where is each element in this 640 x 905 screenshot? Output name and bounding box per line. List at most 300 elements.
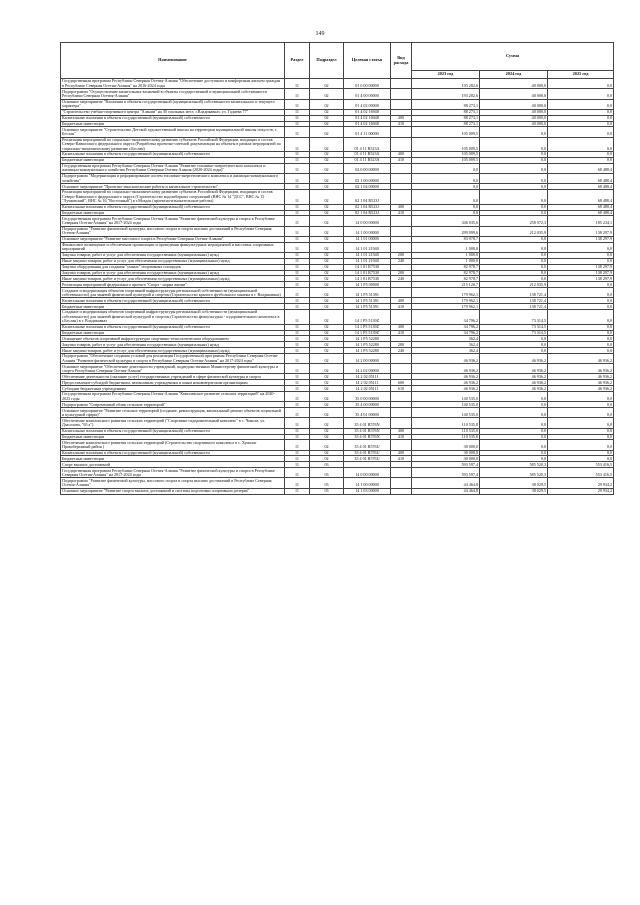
cell-name: Бюджетные инвестиции bbox=[61, 330, 285, 336]
cell-name: Подпрограмма "Модернизация и реформирование систем топливно-энергетического комплекса и жилищно-коммунального хозяйства" bbox=[61, 174, 285, 184]
cell-a: 88 273,1 bbox=[412, 115, 480, 121]
table-row bbox=[61, 468, 614, 478]
cell-vr bbox=[391, 310, 412, 324]
cell-b: 73 314,5 bbox=[480, 324, 548, 330]
cell-name: Закупка оборудования для создания "умных" спортивных площадок bbox=[61, 264, 285, 270]
cell-c: 0,0 bbox=[548, 324, 614, 330]
cell-c: 68 488,4 bbox=[548, 204, 614, 210]
table-row bbox=[61, 174, 614, 184]
cell-vr bbox=[391, 354, 412, 364]
cell-name: Капитальные вложения в объекты государственной (муниципальной) собственности bbox=[61, 298, 285, 304]
cell-name: Бюджетные инвестиции bbox=[61, 210, 285, 216]
cell-b: 0,0 bbox=[480, 127, 548, 137]
cell-p: 02 bbox=[310, 258, 344, 264]
cell-a: 34 796,2 bbox=[412, 324, 480, 330]
cell-b: 0,0 bbox=[480, 157, 548, 163]
cell-r: 11 bbox=[285, 386, 310, 392]
cell-p: 02 bbox=[310, 204, 344, 210]
cell-c: 553 416,5 bbox=[548, 462, 614, 468]
cell-name: Подпрограмма "Развитие физической культуры, массового спорта и спорта высших достижений в Республике Северная Осетия-Алания" bbox=[61, 226, 285, 236]
cell-name: Создание и модернизация объектов спортивной инфраструктуры региональной собственности (муниципальной собственности) для занятий физической культурой и спортом (Строительство крытого футбольного манежа в г. Владикавказ) bbox=[61, 288, 285, 298]
cell-cs: 14 1 00 00000 bbox=[344, 226, 391, 236]
table-row bbox=[61, 392, 614, 402]
cell-b: 212 035,9 bbox=[480, 226, 548, 236]
cell-r: 11 bbox=[285, 374, 310, 380]
cell-cs: 02 1 04 R523J bbox=[344, 190, 391, 204]
cell-vr bbox=[391, 478, 412, 488]
cell-c: 68 488,4 bbox=[548, 174, 614, 184]
cell-b: 0,0 bbox=[480, 418, 548, 428]
cell-vr: 410 bbox=[391, 121, 412, 127]
cell-p: 02 bbox=[310, 99, 344, 109]
cell-name: Закупка товаров, работ и услуг для обеспечения государственных (муниципальных) нужд bbox=[61, 342, 285, 348]
cell-c: 0,0 bbox=[548, 348, 614, 354]
cell-a: 46 936,2 bbox=[412, 354, 480, 364]
cell-r: 11 bbox=[285, 450, 310, 456]
cell-r: 11 bbox=[285, 478, 310, 488]
cell-a: 46 936,2 bbox=[412, 364, 480, 374]
table-row bbox=[61, 478, 614, 488]
cell-b: 0,0 bbox=[480, 264, 548, 270]
cell-c: 0,0 bbox=[548, 137, 614, 151]
cell-c: 46 936,2 bbox=[548, 380, 614, 386]
cell-cs: 02 1 04 R523J bbox=[344, 210, 391, 216]
cell-a: 140 535,0 bbox=[412, 392, 480, 402]
cell-name: Субсидии бюджетным учреждениям bbox=[61, 386, 285, 392]
cell-r: 11 bbox=[285, 408, 310, 418]
cell-a: 110 535,0 bbox=[412, 428, 480, 434]
cell-r: 11 bbox=[285, 468, 310, 478]
cell-c: 138 297,9 bbox=[548, 264, 614, 270]
cell-vr bbox=[391, 216, 412, 226]
cell-cs: 02 1 00 00000 bbox=[344, 174, 391, 184]
cell-c: 46 936,2 bbox=[548, 364, 614, 374]
cell-cs: 35 4 01 R576U bbox=[344, 450, 391, 456]
cell-b: 0,0 bbox=[480, 440, 548, 450]
cell-a: 0,0 bbox=[412, 174, 480, 184]
cell-r: 11 bbox=[285, 434, 310, 440]
cell-r: 11 bbox=[285, 137, 310, 151]
cell-b: 138 721,4 bbox=[480, 288, 548, 298]
cell-a: 30 000,0 bbox=[412, 450, 480, 456]
cell-c: 0,0 bbox=[548, 99, 614, 109]
cell-name: Оснащение объектов спортивной инфраструктуры спортивно-технологическим оборудованием bbox=[61, 336, 285, 342]
cell-a: 215 120,7 bbox=[412, 282, 480, 288]
cell-c: 138 297,9 bbox=[548, 236, 614, 242]
cell-b: 258 972,3 bbox=[480, 216, 548, 226]
cell-name: Основное мероприятие "Строительство Детской художественной школы на территории муниципальной школы искусств, г. Беслан" bbox=[61, 127, 285, 137]
cell-name: "Строительство учебно-спортивного центра "Алании" на 30 спальных мест, г.Владикавказ, ул. Гадиева 77" bbox=[61, 109, 285, 115]
cell-c: 0,0 bbox=[548, 434, 614, 440]
cell-vr bbox=[391, 127, 412, 137]
cell-cs: 35 4 01 R576U bbox=[344, 456, 391, 462]
cell-a: 88 273,1 bbox=[412, 109, 480, 115]
cell-name: Иные закупки товаров, работ и услуг для обеспечения государственных (муниципальных) нужд bbox=[61, 276, 285, 282]
cell-c: 0,0 bbox=[548, 392, 614, 402]
cell-c: 138 297,9 bbox=[548, 276, 614, 282]
cell-name: Основное мероприятие "Вложения в объекты государственной (муниципальной) собственности капитального и текущего характера" bbox=[61, 99, 285, 109]
cell-cs: 35 4 01 R576N bbox=[344, 434, 391, 440]
cell-c: 46 936,2 bbox=[548, 386, 614, 392]
cell-cs: 14 1 P5 52280 bbox=[344, 348, 391, 354]
cell-b: 0,0 bbox=[480, 236, 548, 242]
cell-a: 299 099,6 bbox=[412, 226, 480, 236]
cell-vr: 200 bbox=[391, 270, 412, 276]
cell-b: 40 000,0 bbox=[480, 109, 548, 115]
cell-cs: 35 4 01 R576N bbox=[344, 418, 391, 428]
cell-b: 40 000,0 bbox=[480, 115, 548, 121]
cell-a: 1 000,0 bbox=[412, 258, 480, 264]
cell-cs: 14 1 03 00000 bbox=[344, 488, 391, 494]
cell-name: Финансовое возмещение и обеспечение организации и проведения физкультурных мероприятий и массовых спортивных мероприятий bbox=[61, 242, 285, 252]
cell-b: 0,0 bbox=[480, 450, 548, 456]
cell-a: 34 796,2 bbox=[412, 310, 480, 324]
cell-a: 362,4 bbox=[412, 348, 480, 354]
cell-cs: 14 0 00 00000 bbox=[344, 468, 391, 478]
cell-name: Спорт высших достижений bbox=[61, 462, 285, 468]
cell-c: 0,0 bbox=[548, 79, 614, 89]
cell-a: 1 000,0 bbox=[412, 242, 480, 252]
cell-c: 29 934,2 bbox=[548, 488, 614, 494]
cell-cs: 14 1 P5 51391 bbox=[344, 304, 391, 310]
cell-a: 179 962,1 bbox=[412, 288, 480, 298]
cell-r: 11 bbox=[285, 264, 310, 270]
cell-c: 29 934,2 bbox=[548, 478, 614, 488]
cell-a: 30 000,0 bbox=[412, 440, 480, 450]
cell-p: 02 bbox=[310, 434, 344, 440]
cell-name: Основное мероприятие "Обеспечение деятельности учреждений, подведомственных Министерству физической культуры и спорта Республики Северная Осетия-Алания" bbox=[61, 364, 285, 374]
cell-name: Основное мероприятие "Развитие спорта высших достижений и системы подготовки спортивного резерва" bbox=[61, 488, 285, 494]
cell-a: 179 962,1 bbox=[412, 298, 480, 304]
cell-r: 11 bbox=[285, 324, 310, 330]
cell-a: 105 009,5 bbox=[412, 157, 480, 163]
cell-cs: 02 1 04 R523J bbox=[344, 204, 391, 210]
cell-vr bbox=[391, 137, 412, 151]
cell-r: 11 bbox=[285, 121, 310, 127]
cell-p: 02 bbox=[310, 184, 344, 190]
cell-vr: 240 bbox=[391, 276, 412, 282]
cell-c: 0,0 bbox=[548, 304, 614, 310]
cell-vr: 410 bbox=[391, 330, 412, 336]
cell-b: 0,0 bbox=[480, 456, 548, 462]
cell-a: 88 273,1 bbox=[412, 99, 480, 109]
cell-a: 105 009,5 bbox=[412, 137, 480, 151]
cell-p: 02 bbox=[310, 252, 344, 258]
cell-name: Бюджетные инвестиции bbox=[61, 434, 285, 440]
cell-r: 11 bbox=[285, 298, 310, 304]
cell-p: 02 bbox=[310, 324, 344, 330]
cell-vr: 400 bbox=[391, 324, 412, 330]
cell-c: 0,0 bbox=[548, 408, 614, 418]
table-row bbox=[61, 89, 614, 99]
cell-a: 105 009,5 bbox=[412, 127, 480, 137]
cell-b: 0,0 bbox=[480, 137, 548, 151]
cell-r: 11 bbox=[285, 226, 310, 236]
cell-r: 11 bbox=[285, 152, 310, 158]
cell-c: 46 936,2 bbox=[548, 354, 614, 364]
cell-a: 362,4 bbox=[412, 336, 480, 342]
cell-cs: 14 2 02 05111 bbox=[344, 374, 391, 380]
cell-p: 02 bbox=[310, 354, 344, 364]
cell-b: 46 936,2 bbox=[480, 374, 548, 380]
cell-cs: 01 4 11 00000 bbox=[344, 127, 391, 137]
cell-name: Подпрограмма "Развитие физической культуры, массового спорта и спорта высших достижений в Республике Северная Осетия-Алания" bbox=[61, 478, 285, 488]
cell-cs: 14 1 P5 52280 bbox=[344, 342, 391, 348]
cell-b: 0,0 bbox=[480, 242, 548, 252]
cell-b: 0,0 bbox=[480, 163, 548, 173]
cell-name: Обеспечение комплексного развития сельских территорий (Строительство спортивного комплекса в с. Хумалаг Правобережный район ) bbox=[61, 440, 285, 450]
cell-p: 02 bbox=[310, 276, 344, 282]
cell-cs: 14 1 P5 5139Z bbox=[344, 324, 391, 330]
cell-a: 193 282,6 bbox=[412, 89, 480, 99]
cell-r: 11 bbox=[285, 236, 310, 242]
cell-name: Подпрограмма "Обеспечение создания условий для реализации Государственной программы Республики Северная Осетия-Алания "Развитие физической культуры и спорта в Республике Северная Осетия-Алания" на 2017-2024 годы" bbox=[61, 354, 285, 364]
cell-b: 0,0 bbox=[480, 336, 548, 342]
cell-p: 02 bbox=[310, 428, 344, 434]
cell-cs: 01 4 00 00000 bbox=[344, 89, 391, 99]
cell-vr bbox=[391, 364, 412, 374]
cell-b: 0,0 bbox=[480, 342, 548, 348]
cell-vr: 400 bbox=[391, 450, 412, 456]
cell-name: Бюджетные инвестиции bbox=[61, 121, 285, 127]
cell-name: Реализация мероприятий по социально-экономическому развитию субъектов Российской Федерации, входящих в состав Северо-Кавказского федерального округа (Строительство водозаборных сооружений (ВНС № 14 "ДСС", ВНС № 15 "Лучковский", ВНС № 16 "Восточный") в г.Моздок (проектно-изыскательские работы) bbox=[61, 190, 285, 204]
cell-r: 11 bbox=[285, 402, 310, 408]
cell-name: Капитальные вложения в объекты государственной (муниципальной) собственности bbox=[61, 204, 285, 210]
cell-r: 11 bbox=[285, 348, 310, 354]
table-body bbox=[61, 79, 614, 494]
cell-vr bbox=[391, 226, 412, 236]
cell-r: 11 bbox=[285, 258, 310, 264]
header-2024: 2024 год bbox=[480, 70, 548, 79]
cell-vr: 410 bbox=[391, 157, 412, 163]
cell-r: 11 bbox=[285, 310, 310, 324]
cell-cs: 02 0 00 00000 bbox=[344, 163, 391, 173]
cell-p: 02 bbox=[310, 174, 344, 184]
table-row bbox=[61, 226, 614, 236]
budget-table bbox=[60, 42, 614, 495]
cell-name: Иные закупки товаров, работ и услуг для обеспечения государственных (муниципальных) нужд bbox=[61, 258, 285, 264]
cell-c: 0,0 bbox=[548, 121, 614, 127]
cell-p: 02 bbox=[310, 298, 344, 304]
cell-vr bbox=[391, 288, 412, 298]
cell-name: Капитальные вложения в объекты государственной (муниципальной) собственности bbox=[61, 324, 285, 330]
cell-a: 0,0 bbox=[412, 190, 480, 204]
cell-cs: 14 2 00 00000 bbox=[344, 354, 391, 364]
cell-a: 0,0 bbox=[412, 163, 480, 173]
cell-a: 193 282,6 bbox=[412, 79, 480, 89]
cell-b: 0,0 bbox=[480, 408, 548, 418]
cell-vr bbox=[391, 392, 412, 402]
cell-cs: 14 1 01 R7530 bbox=[344, 270, 391, 276]
cell-vr: 400 bbox=[391, 298, 412, 304]
cell-a: 46 936,2 bbox=[412, 380, 480, 386]
cell-r: 11 bbox=[285, 184, 310, 190]
cell-p: 02 bbox=[310, 380, 344, 386]
cell-c: 0,0 bbox=[548, 89, 614, 99]
cell-vr: 610 bbox=[391, 386, 412, 392]
cell-p: 02 bbox=[310, 304, 344, 310]
cell-a: 46 936,2 bbox=[412, 374, 480, 380]
cell-c: 0,0 bbox=[548, 152, 614, 158]
cell-b: 0,0 bbox=[480, 348, 548, 354]
header-target: Целевая статья bbox=[344, 43, 391, 79]
cell-name: Обеспечение комплексного развития сельских территорий ("Спортивно-оздоровительный комплекс" в с. Чикола, ул. Дзасохова, "65 а") bbox=[61, 418, 285, 428]
cell-p: 03 bbox=[310, 488, 344, 494]
cell-r: 11 bbox=[285, 115, 310, 121]
cell-a: 593 597,4 bbox=[412, 462, 480, 468]
cell-p: 02 bbox=[310, 392, 344, 402]
cell-b: 0,0 bbox=[480, 190, 548, 204]
cell-p: 02 bbox=[310, 79, 344, 89]
table-row bbox=[61, 310, 614, 324]
cell-r: 11 bbox=[285, 242, 310, 252]
cell-r: 11 bbox=[285, 99, 310, 109]
cell-p: 02 bbox=[310, 386, 344, 392]
cell-a: 110 535,0 bbox=[412, 418, 480, 428]
cell-cs: 14 1 P5 52280 bbox=[344, 336, 391, 342]
cell-a: 362,4 bbox=[412, 342, 480, 348]
cell-a: 0,0 bbox=[412, 184, 480, 190]
cell-c: 0,0 bbox=[548, 282, 614, 288]
table-row bbox=[61, 190, 614, 204]
cell-name: Государственная программа Республики Северная Осетия-Алания "Развитие физической культуры и спорта в Республике Северная Осетия-Алания" на 2017-2024 годы bbox=[61, 216, 285, 226]
cell-p: 02 bbox=[310, 216, 344, 226]
cell-p: 02 bbox=[310, 330, 344, 336]
cell-p: 02 bbox=[310, 374, 344, 380]
cell-a: 110 535,0 bbox=[412, 434, 480, 440]
table-row bbox=[61, 163, 614, 173]
cell-c: 0,0 bbox=[548, 456, 614, 462]
cell-p: 02 bbox=[310, 157, 344, 163]
cell-b: 0,0 bbox=[480, 210, 548, 216]
cell-vr bbox=[391, 89, 412, 99]
table-row bbox=[61, 242, 614, 252]
cell-c: 0,0 bbox=[548, 109, 614, 115]
cell-cs: 14 1 P5 5139Z bbox=[344, 330, 391, 336]
table-row bbox=[61, 364, 614, 374]
cell-c: 46 936,2 bbox=[548, 374, 614, 380]
cell-a: 83 978,7 bbox=[412, 236, 480, 242]
cell-c: 68 488,4 bbox=[548, 163, 614, 173]
cell-b: 138 721,4 bbox=[480, 304, 548, 310]
cell-r: 11 bbox=[285, 380, 310, 386]
cell-cs: 14 1 01 21940 bbox=[344, 258, 391, 264]
cell-p: 02 bbox=[310, 408, 344, 418]
cell-b: 40 000,0 bbox=[480, 121, 548, 127]
cell-r: 11 bbox=[285, 276, 310, 282]
cell-a: 88 273,1 bbox=[412, 121, 480, 127]
cell-r: 11 bbox=[285, 440, 310, 450]
cell-c: 0,0 bbox=[548, 115, 614, 121]
cell-b: 0,0 bbox=[480, 270, 548, 276]
cell-b: 46 936,2 bbox=[480, 380, 548, 386]
cell-vr: 400 bbox=[391, 152, 412, 158]
cell-c: 0,0 bbox=[548, 310, 614, 324]
cell-vr bbox=[391, 440, 412, 450]
cell-vr: 410 bbox=[391, 456, 412, 462]
header-2025: 2025 год bbox=[548, 70, 614, 79]
table-row bbox=[61, 488, 614, 494]
cell-r: 11 bbox=[285, 288, 310, 298]
cell-a: 105 009,5 bbox=[412, 152, 480, 158]
cell-name: Бюджетные инвестиции bbox=[61, 304, 285, 310]
cell-cs: 14 2 02 05111 bbox=[344, 386, 391, 392]
cell-vr bbox=[391, 79, 412, 89]
cell-cs: 35 4 01 R576U bbox=[344, 440, 391, 450]
cell-b: 138 721,4 bbox=[480, 298, 548, 304]
cell-cs: 14 1 01 00000 bbox=[344, 236, 391, 242]
cell-vr: 400 bbox=[391, 204, 412, 210]
cell-r: 11 bbox=[285, 204, 310, 210]
cell-name: Бюджетные инвестиции bbox=[61, 157, 285, 163]
cell-p: 02 bbox=[310, 152, 344, 158]
cell-cs: 35 0 00 00000 bbox=[344, 392, 391, 402]
cell-cs: 01 4 02 16948 bbox=[344, 109, 391, 115]
cell-b: 0,0 bbox=[480, 434, 548, 440]
cell-a: 30 000,0 bbox=[412, 456, 480, 462]
cell-a: 0,0 bbox=[412, 204, 480, 210]
cell-c: 0,0 bbox=[548, 342, 614, 348]
table-row bbox=[61, 408, 614, 418]
cell-r: 11 bbox=[285, 252, 310, 258]
cell-vr bbox=[391, 242, 412, 252]
cell-cs: 02 1 04 00000 bbox=[344, 184, 391, 190]
cell-cs: 01 4 11 R523A bbox=[344, 137, 391, 151]
cell-cs: 35 4 00 00000 bbox=[344, 402, 391, 408]
cell-a: 179 962,1 bbox=[412, 304, 480, 310]
cell-name: Создание и модернизация объектов спортивной инфраструктуры региональной собственности (муниципальной собственности) для занятий физической культурой и спортом (Строительство физкультурно - оздоровительного комплекса в г.Беслан) в г. Владикавказ bbox=[61, 310, 285, 324]
cell-cs: 35 4 01 R576N bbox=[344, 428, 391, 434]
cell-c: 0,0 bbox=[548, 242, 614, 252]
cell-p: 02 bbox=[310, 210, 344, 216]
cell-p: 02 bbox=[310, 242, 344, 252]
cell-b: 0,0 bbox=[480, 428, 548, 434]
cell-vr: 410 bbox=[391, 434, 412, 440]
cell-cs: 35 4 01 00000 bbox=[344, 408, 391, 418]
cell-name: Реализация мероприятий федерального проекта "Спорт - норма жизни" bbox=[61, 282, 285, 288]
cell-name: Предоставление субсидий бюджетным, автономным учреждениям и иным некоммерческим организациям bbox=[61, 380, 285, 386]
header-sum: Сумма bbox=[412, 43, 614, 71]
cell-c: 68 488,4 bbox=[548, 210, 614, 216]
cell-r: 11 bbox=[285, 304, 310, 310]
cell-p: 03 bbox=[310, 462, 344, 468]
cell-r: 11 bbox=[285, 190, 310, 204]
cell-b: 0,0 bbox=[480, 276, 548, 282]
cell-r: 11 bbox=[285, 462, 310, 468]
cell-c: 0,0 bbox=[548, 298, 614, 304]
cell-c: 0,0 bbox=[548, 288, 614, 298]
cell-cs: 01 0 00 00000 bbox=[344, 79, 391, 89]
cell-b: 0,0 bbox=[480, 258, 548, 264]
cell-p: 03 bbox=[310, 478, 344, 488]
cell-b: 73 314,5 bbox=[480, 310, 548, 324]
cell-cs: 14 1 01 R7530 bbox=[344, 264, 391, 270]
cell-name: Закупка товаров, работ и услуг для обеспечения государственных (муниципальных) нужд bbox=[61, 270, 285, 276]
table-row bbox=[61, 354, 614, 364]
cell-vr: 410 bbox=[391, 210, 412, 216]
cell-vr: 200 bbox=[391, 342, 412, 348]
cell-p: 02 bbox=[310, 236, 344, 242]
cell-p: 02 bbox=[310, 264, 344, 270]
cell-vr bbox=[391, 418, 412, 428]
cell-c: 0,0 bbox=[548, 330, 614, 336]
cell-c: 138 297,9 bbox=[548, 226, 614, 236]
cell-b: 0,0 bbox=[480, 392, 548, 402]
cell-name: Капитальные вложения в объекты государственной (муниципальной) собственности bbox=[61, 428, 285, 434]
cell-p: 02 bbox=[310, 310, 344, 324]
cell-cs: 14 1 01 R7530 bbox=[344, 276, 391, 282]
cell-p: 02 bbox=[310, 89, 344, 99]
